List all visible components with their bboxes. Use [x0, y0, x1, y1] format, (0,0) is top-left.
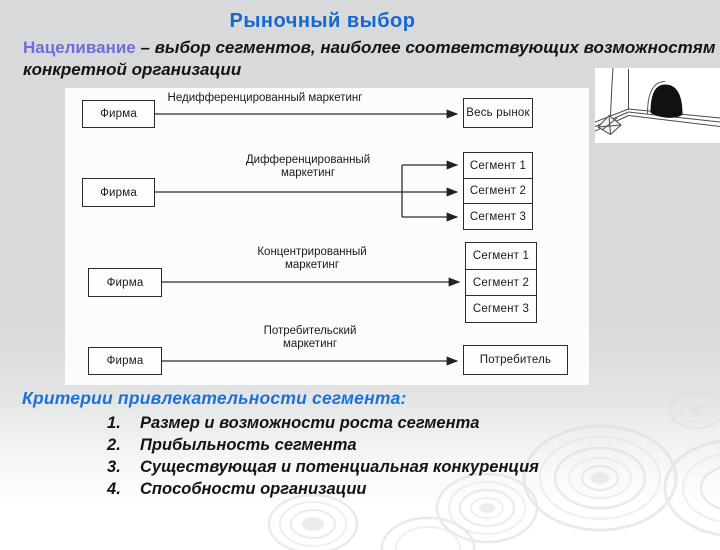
segment-stack-a	[463, 152, 533, 230]
marketing-diagram-panel	[65, 88, 589, 385]
label-line: Концентрированный	[257, 246, 367, 258]
firm-box-2: Фирма	[82, 178, 155, 207]
slide-title: Рыночный выбор	[229, 10, 416, 32]
criteria-list	[107, 412, 539, 500]
firm-box-1: Фирма	[82, 100, 155, 128]
segment-box-3: Сегмент 3	[463, 203, 533, 230]
whole-market-box: Весь рынок	[463, 98, 533, 128]
label-concentrated-marketing	[212, 246, 412, 272]
criteria-item-4: Способности организации	[140, 480, 367, 498]
definition-body: – выбор сегментов, наиболее соответствующих возможностям конкретной организации	[23, 38, 716, 79]
segment-box-3: Сегмент 3	[465, 295, 537, 323]
label-line: Потребительский	[263, 325, 357, 337]
consumer-box: Потребитель	[463, 345, 568, 375]
criteria-item-1: Размер и возможности роста сегмента	[140, 414, 480, 432]
label-differentiated-marketing	[208, 154, 408, 180]
segment-stack-b	[465, 242, 537, 323]
mouse-hole-drawing	[595, 68, 720, 143]
label-line: маркетинг	[284, 259, 340, 271]
segment-box-2: Сегмент 2	[465, 269, 537, 297]
label-line: Дифференцированный	[245, 154, 371, 166]
criteria-item-3: Существующая и потенциальная конкуренция	[140, 458, 539, 476]
label-undifferentiated-marketing: Недифференцированный маркетинг	[167, 92, 363, 104]
segment-box-1: Сегмент 1	[465, 242, 537, 270]
segment-box-2: Сегмент 2	[463, 178, 533, 205]
segment-box-1: Сегмент 1	[463, 152, 533, 179]
label-line: маркетинг	[282, 338, 338, 350]
criteria-heading: Критерии привлекательности сегмента:	[22, 388, 407, 408]
criteria-item-2: Прибыльность сегмента	[140, 436, 357, 454]
mouse-hole-illustration	[595, 68, 720, 143]
firm-box-3: Фирма	[88, 268, 162, 297]
label-consumer-marketing	[210, 325, 410, 351]
label-line: маркетинг	[280, 167, 336, 179]
definition-term: Нацеливание	[23, 38, 136, 57]
firm-box-4: Фирма	[88, 347, 162, 375]
